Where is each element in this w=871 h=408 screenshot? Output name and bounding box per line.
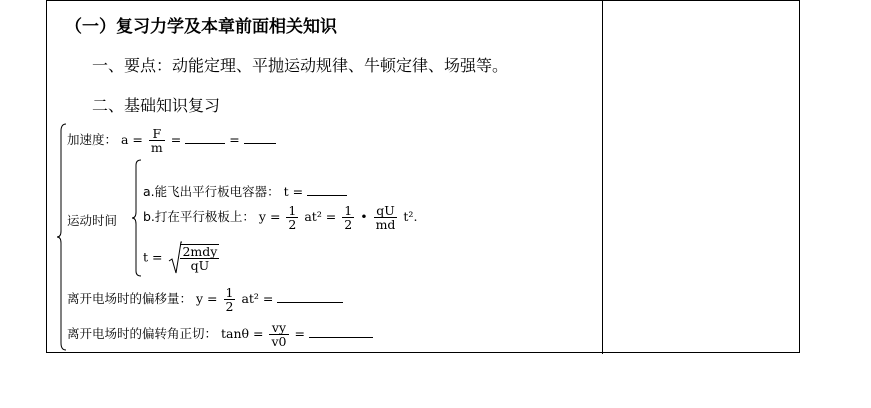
motion-case-a xyxy=(143,182,347,200)
motion-case-b xyxy=(143,204,417,231)
equals-sign: = xyxy=(229,132,240,148)
fraction-numerator: 2mdy xyxy=(182,243,218,259)
fraction-numerator: qU xyxy=(374,204,398,218)
case-b-lhs: y = xyxy=(258,209,281,225)
answer-blank xyxy=(244,141,276,144)
case-c-lhs: t = xyxy=(143,249,163,265)
fraction-f-over-m xyxy=(149,127,165,154)
fraction-numerator: F xyxy=(149,127,165,141)
offset-lhs: y = xyxy=(196,291,218,307)
fraction-numerator: 1 xyxy=(225,285,234,300)
notes-cell xyxy=(47,1,602,352)
fraction-denominator: v0 xyxy=(271,334,287,350)
fraction-denominator: qU xyxy=(190,258,210,273)
fraction-numerator: vy xyxy=(269,321,288,335)
motion-case-c xyxy=(143,241,221,275)
notes-side-cell xyxy=(603,1,799,352)
case-b-label: b.打在平行极板上： xyxy=(143,209,255,225)
review-title: 二、基础知识复习 xyxy=(92,96,221,115)
motion-time-label: 运动时间 xyxy=(67,213,118,228)
fraction-one-half xyxy=(342,204,354,231)
content-table xyxy=(46,0,800,353)
fraction-qu-over-md xyxy=(374,204,398,231)
answer-blank xyxy=(309,335,373,338)
offset-rest: at² = xyxy=(241,291,274,307)
acceleration-formula xyxy=(67,127,276,154)
answer-blank xyxy=(277,300,343,303)
fraction-numerator: 1 xyxy=(344,203,353,218)
outer-brace xyxy=(57,123,67,351)
equals-sign: = xyxy=(294,326,305,342)
multiply-dot: • xyxy=(360,209,368,225)
answer-blank xyxy=(185,141,225,144)
at-squared: at² = xyxy=(304,209,337,225)
acceleration-label: 加速度： xyxy=(67,132,118,148)
case-a-eq: t = xyxy=(283,184,304,199)
fraction-one-half xyxy=(286,204,298,231)
key-points: 一、要点：动能定理、平抛运动规律、牛顿定律、场强等。 xyxy=(92,56,509,75)
fraction-denominator: m xyxy=(150,140,163,156)
fraction-one-half xyxy=(224,286,236,313)
deflection-formula xyxy=(67,321,373,348)
deflection-label: 离开电场时的偏转角正切： xyxy=(67,326,218,342)
section-heading: （一）复习力学及本章前面相关知识 xyxy=(65,17,337,37)
t-squared: t². xyxy=(403,209,418,225)
equals-sign: = xyxy=(170,132,182,148)
offset-formula xyxy=(67,286,343,313)
acceleration-lhs: a = xyxy=(121,132,143,148)
fraction-vy-over-v0 xyxy=(269,321,288,348)
fraction-denominator: 2 xyxy=(225,299,234,315)
offset-label: 离开电场时的偏移量： xyxy=(67,291,193,307)
fraction-denominator: 2 xyxy=(288,217,297,233)
deflection-lhs: tanθ = xyxy=(221,326,264,342)
fraction-numerator: 1 xyxy=(288,203,297,218)
case-a-label: a.能飞出平行板电容器： xyxy=(143,184,280,199)
inner-brace xyxy=(132,159,142,277)
answer-blank xyxy=(307,193,347,196)
fraction-denominator: md xyxy=(375,217,396,233)
fraction-denominator: 2 xyxy=(344,217,353,233)
fraction-sqrt-content xyxy=(180,244,219,272)
